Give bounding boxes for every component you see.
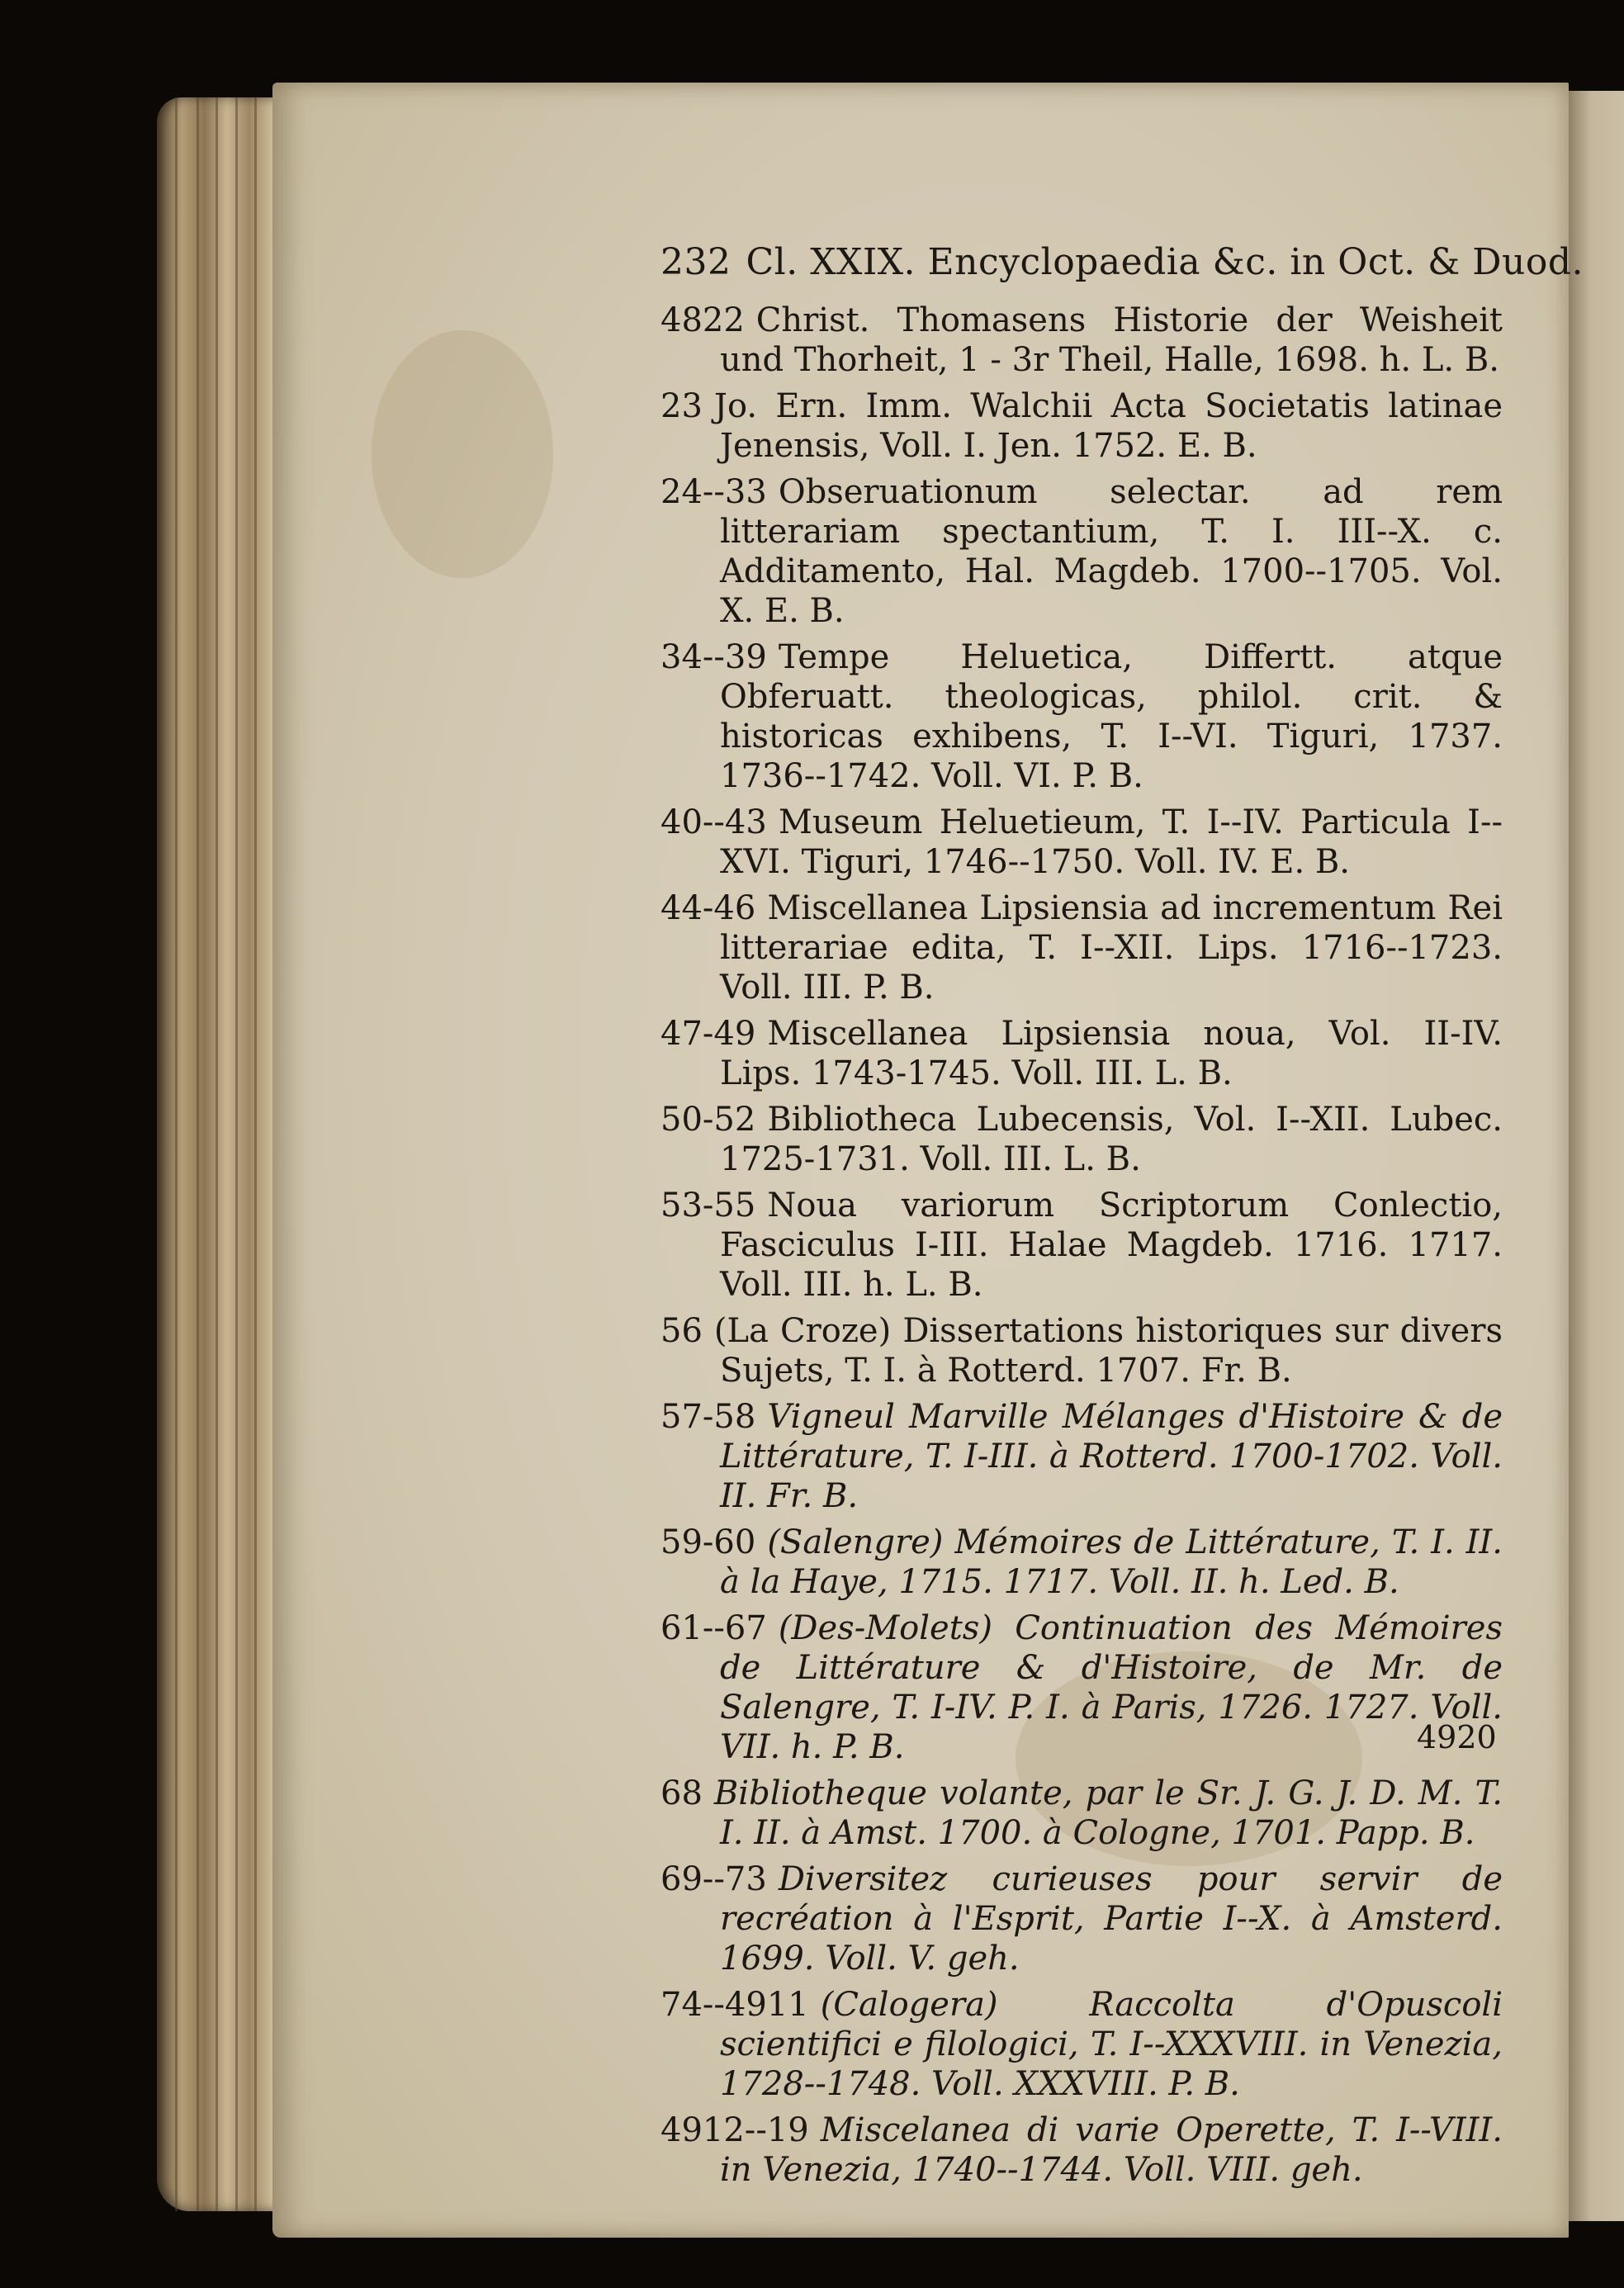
entry-text: Obseruationum selectar. ad rem litterariam spectantium, T. I. III--X. c. Additamento, Hal. Magdeb. 1700--1705. Vol. X. E. B. [720, 473, 1503, 630]
catalogue-text [660, 239, 1584, 2196]
catalogue-entry [660, 301, 1503, 380]
entry-number: 57-58 [660, 1398, 756, 1436]
catalogue-entry [660, 1397, 1503, 1516]
entry-number: 4912--19 [660, 2111, 809, 2149]
entry-number: 74--4911 [660, 1986, 809, 2024]
entry-text: (Calogera) Raccolta d'Opuscoli scientifici e filologici, T. I--XXXVIII. in Venezia, 1728--1748. Voll. XXXVIII. P. B. [720, 1986, 1503, 2103]
paper-stain [372, 330, 553, 578]
catalogue-entry [660, 1774, 1503, 1853]
entry-text: Diversitez curieuses pour servir de recréation à l'Esprit, Partie I--X. à Amsterd. 1699. Voll. V. geh. [720, 1860, 1503, 1978]
running-title: Cl. XXIX. Encyclopaedia &c. in Oct. & Duod. [746, 241, 1584, 283]
catalogue-entry [660, 1100, 1503, 1179]
catalogue-entry [660, 1608, 1503, 1767]
entry-number: 61--67 [660, 1609, 767, 1647]
entry-number: 4822 [660, 301, 745, 339]
entry-number: 69--73 [660, 1860, 767, 1898]
entry-text: Tempe Heluetica, Differtt. atque Obferuatt. theologicas, philol. crit. & historicas exhibens, T. I--VI. Tiguri, 1737. 1736--1742. Voll. VI. P. B. [720, 638, 1503, 795]
entry-text: Miscelanea di varie Operette, T. I--VIII. in Venezia, 1740--1744. Voll. VIII. geh. [720, 2111, 1503, 2189]
entry-text: (Salengre) Mémoires de Littérature, T. I. II. à la Haye, 1715. 1717. Voll. II. h. Led. B. [720, 1523, 1503, 1601]
entry-text: Miscellanea Lipsiensia noua, Vol. II-IV. Lips. 1743-1745. Voll. III. L. B. [720, 1015, 1503, 1092]
entry-number: 53-55 [660, 1187, 756, 1225]
catalogue-entry [660, 2110, 1503, 2190]
entry-text: Christ. Thomasens Historie der Weisheit und Thorheit, 1 - 3r Theil, Halle, 1698. h. L. B. [720, 301, 1503, 379]
catchword: 4920 [1417, 1719, 1497, 1755]
entry-number: 24--33 [660, 473, 767, 511]
catalogue-entry [660, 386, 1503, 466]
entry-text: Bibliotheca Lubecensis, Vol. I--XII. Lubec. 1725-1731. Voll. III. L. B. [720, 1101, 1503, 1178]
entry-text: (Des-Molets) Continuation des Mémoires de Littérature & d'Histoire, de Mr. de Salengre, T. I-IV. P. I. à Paris, 1726. 1727. Voll. VII. h. P. B. [720, 1609, 1503, 1766]
catalogue-entry [660, 637, 1503, 796]
catalogue-entry [660, 1523, 1503, 1602]
entry-number: 50-52 [660, 1101, 756, 1139]
page-number: 232 [660, 241, 732, 283]
catalogue-entry [660, 803, 1503, 882]
entry-number: 47-49 [660, 1015, 756, 1053]
entry-number: 68 [660, 1774, 703, 1812]
entry-number: 59-60 [660, 1523, 756, 1561]
entry-text: Bibliotheque volante, par le Sr. J. G. J. D. M. T. I. II. à Amst. 1700. à Cologne, 1701. Papp. B. [713, 1774, 1503, 1852]
entry-number: 23 [660, 387, 703, 425]
entry-number: 44-46 [660, 889, 756, 927]
entry-text: Vigneul Marville Mélanges d'Histoire & de Littérature, T. I-III. à Rotterd. 1700-1702. Voll. II. Fr. B. [720, 1398, 1503, 1515]
catalogue-entry [660, 472, 1503, 631]
entry-text: (La Croze) Dissertations historiques sur divers Sujets, T. I. à Rotterd. 1707. Fr. B. [713, 1312, 1503, 1390]
catalogue-entry [660, 1859, 1503, 1978]
catalogue-entry [660, 888, 1503, 1007]
catalogue-entry [660, 1311, 1503, 1390]
entry-number: 40--43 [660, 803, 767, 841]
entry-text: Miscellanea Lipsiensia ad incrementum Rei litterariae edita, T. I--XII. Lips. 1716--1723. Voll. III. P. B. [720, 889, 1503, 1007]
entry-number: 34--39 [660, 638, 767, 676]
catalogue-entry [660, 1186, 1503, 1305]
entry-number: 56 [660, 1312, 703, 1350]
catalogue-entry [660, 1985, 1503, 2104]
facing-page-edge [1569, 91, 1624, 2221]
entry-text: Noua variorum Scriptorum Conlectio, Fasciculus I-III. Halae Magdeb. 1716. 1717. Voll. III. h. L. B. [720, 1187, 1503, 1304]
catalogue-entry [660, 1014, 1503, 1093]
running-header [660, 239, 1584, 286]
entry-text: Museum Heluetieum, T. I--IV. Particula I--XVI. Tiguri, 1746--1750. Voll. IV. E. B. [720, 803, 1503, 881]
entry-text: Jo. Ern. Imm. Walchii Acta Societatis latinae Jenensis, Voll. I. Jen. 1752. E. B. [713, 387, 1503, 465]
